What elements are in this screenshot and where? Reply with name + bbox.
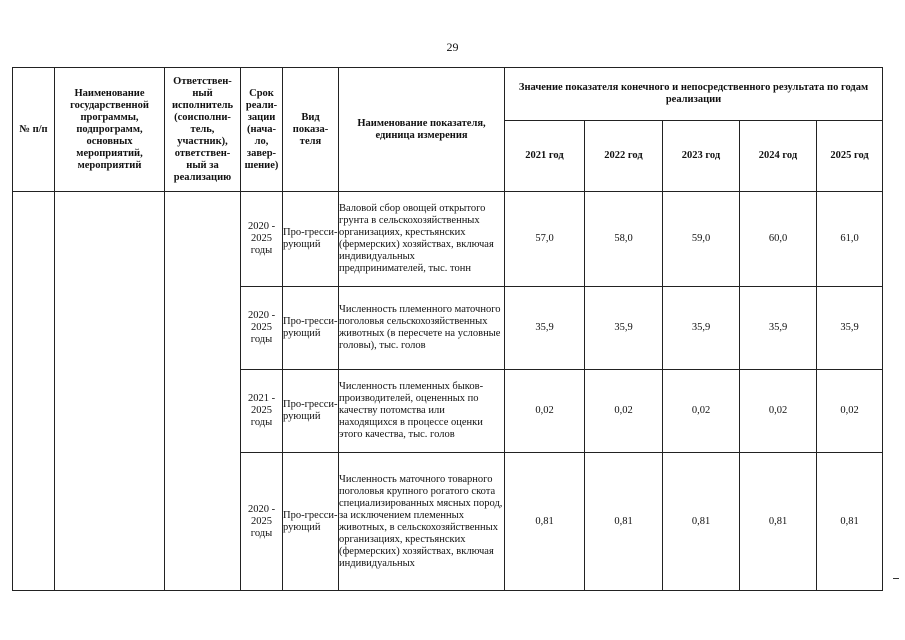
- cell-value-2021: 57,0: [505, 192, 585, 287]
- cell-responsible-empty: [165, 192, 241, 591]
- cell-value-2025: 35,9: [817, 287, 883, 370]
- header-responsible: Ответствен-ный исполнитель (соисполни-тель, участник), ответствен-ный за реализацию: [165, 68, 241, 192]
- cell-value-2024: 35,9: [740, 287, 817, 370]
- header-year-2025: 2025 год: [817, 121, 883, 192]
- cell-number-empty: [13, 192, 55, 591]
- cell-indicator-name: Численность племенного маточного поголовья сельскохозяйственных животных (в пересчете на условные головы), тыс. голов: [339, 287, 505, 370]
- cell-value-2023: 0,02: [663, 370, 740, 453]
- cell-term: 2020 - 2025 годы: [241, 287, 283, 370]
- header-program-name: Наименование государственной программы, подпрограмм, основных мероприятий, мероприятий: [55, 68, 165, 192]
- header-year-2021: 2021 год: [505, 121, 585, 192]
- cell-program-empty: [55, 192, 165, 591]
- cell-indicator-name: Численность племенных быков-производителей, оцененных по качеству потомства или находящихся в процессе оценки этого качества, тыс. голов: [339, 370, 505, 453]
- cell-value-2022: 58,0: [585, 192, 663, 287]
- table-row: [13, 192, 883, 287]
- header-indicator-name: Наименование показателя, единица измерения: [339, 68, 505, 192]
- cell-value-2023: 59,0: [663, 192, 740, 287]
- cell-term: 2020 - 2025 годы: [241, 453, 283, 591]
- cell-indicator-name: Численность маточного товарного поголовья крупного рогатого скота специализированных мясных пород, за исключением племенных животных, в сельскохозяйственных организациях, крестьянских (фермерских) хозяйствах, включая индивидуальных: [339, 453, 505, 591]
- cell-value-2021: 0,02: [505, 370, 585, 453]
- cell-value-2022: 0,02: [585, 370, 663, 453]
- cell-value-2021: 35,9: [505, 287, 585, 370]
- cell-indicator-type: Про-гресси-рующий: [283, 453, 339, 591]
- header-number: № п/п: [13, 68, 55, 192]
- cell-value-2023: 0,81: [663, 453, 740, 591]
- header-row-top: [13, 68, 883, 121]
- cell-term: 2020 - 2025 годы: [241, 192, 283, 287]
- cell-value-2021: 0,81: [505, 453, 585, 591]
- cell-value-2024: 60,0: [740, 192, 817, 287]
- cell-value-2022: 35,9: [585, 287, 663, 370]
- cell-indicator-type: Про-гресси-рующий: [283, 370, 339, 453]
- cell-indicator-name: Валовой сбор овощей открытого грунта в сельскохозяйственных организациях, крестьянских (фермерских) хозяйствах, включая индивидуальных предпринимателей, тыс. тонн: [339, 192, 505, 287]
- cell-value-2025: 61,0: [817, 192, 883, 287]
- header-indicator-type: Вид показа-теля: [283, 68, 339, 192]
- page-number: 29: [446, 40, 459, 54]
- cell-value-2024: 0,81: [740, 453, 817, 591]
- cell-value-2024: 0,02: [740, 370, 817, 453]
- indicators-table: [12, 67, 883, 591]
- header-year-2022: 2022 год: [585, 121, 663, 192]
- cell-value-2025: 0,81: [817, 453, 883, 591]
- cell-value-2022: 0,81: [585, 453, 663, 591]
- cell-term: 2021 - 2025 годы: [241, 370, 283, 453]
- cell-value-2023: 35,9: [663, 287, 740, 370]
- cell-indicator-type: Про-гресси-рующий: [283, 192, 339, 287]
- scan-edge-mark: [893, 578, 899, 579]
- cell-indicator-type: Про-гресси-рующий: [283, 287, 339, 370]
- header-values-group: Значение показателя конечного и непосредственного результата по годам реализации: [505, 68, 883, 121]
- header-term: Срок реали-зации (нача-ло, завер-шение): [241, 68, 283, 192]
- cell-value-2025: 0,02: [817, 370, 883, 453]
- header-year-2024: 2024 год: [740, 121, 817, 192]
- header-year-2023: 2023 год: [663, 121, 740, 192]
